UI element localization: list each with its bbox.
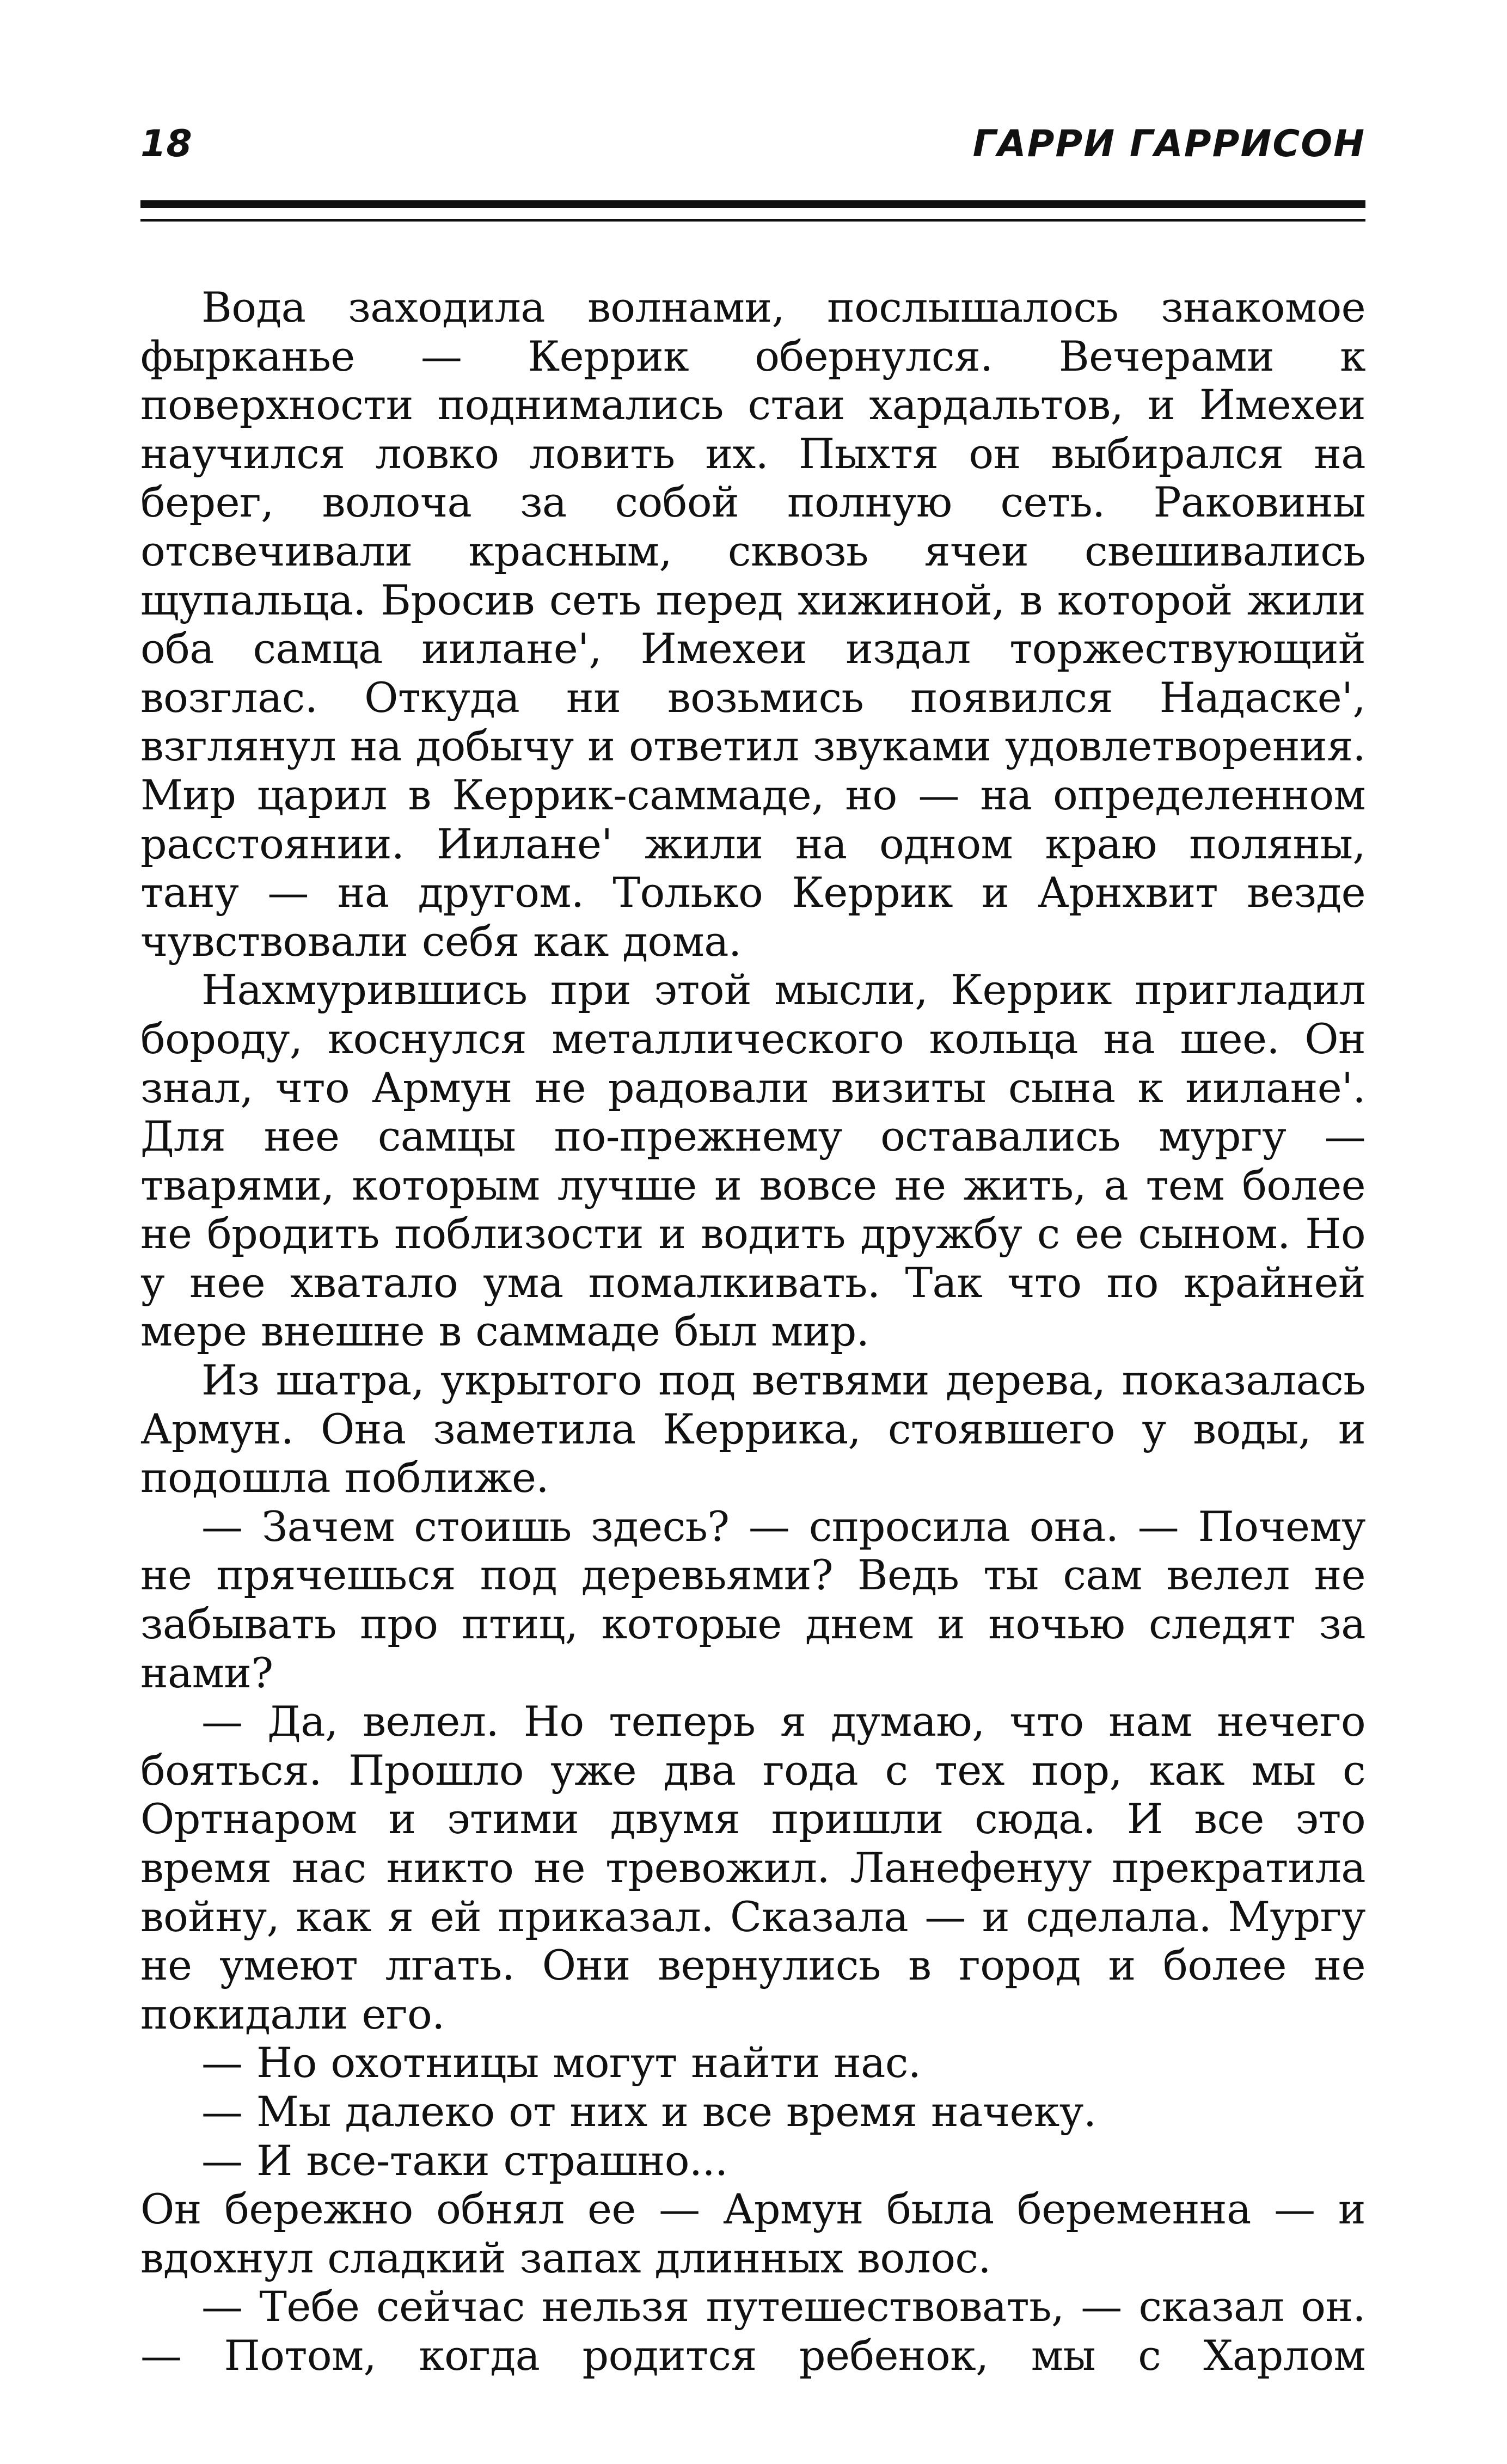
- paragraph-1: Вода заходила волнами, послышалось знакомое фырканье — Керрик обернулся. Вечерами к поверхности поднимались стаи хардальтов, и Имехеи научился ловко ловить их. Пыхтя он выбирался на берег, волоча за собой полную сеть. Раковины отсвечивали красным, сквозь ячеи свешивались щупальца. Бросив сеть перед хижиной, в которой жили оба самца иилане', Имехеи издал торжествующий возглас. Откуда ни возьмись появился Надаске', взглянул на добычу и ответил звуками удовлетворения. Мир царил в Керрик-саммаде, но — на определенном расстоянии. Иилане' жили на одном краю поляны, тану — на другом. Только Керрик и Арнхвит везде чувствовали себя как дома.: [140, 283, 1365, 966]
- header-rule-thick: [140, 200, 1365, 208]
- page-header: [140, 112, 1365, 182]
- paragraph-3: Из шатра, укрытого под ветвями дерева, показалась Армун. Она заметила Керрика, стоявшего у воды, и подошла поближе.: [140, 1356, 1365, 1502]
- paragraph-5: — Да, велел. Но теперь я думаю, что нам нечего бояться. Прошло уже два года с тех пор, как мы с Ортнаром и этими двумя пришли сюда. И все это время нас никто не тревожил. Ланефенуу прекратила войну, как я ей приказал. Сказала — и сделала. Мургу не умеют лгать. Они вернулись в город и более не покидали его.: [140, 1697, 1365, 2038]
- page-number: 18: [140, 122, 192, 165]
- paragraph-4: — Зачем стоишь здесь? — спросила она. — Почему не прячешься под деревьями? Ведь ты сам велел не забывать про птиц, которые днем и ночью следят за нами?: [140, 1502, 1365, 1697]
- paragraph-6: — Но охотницы могут найти нас.: [201, 2038, 921, 2087]
- header-rule-thin: [140, 219, 1365, 222]
- paragraph-7: — Мы далеко от них и все время начеку.: [201, 2087, 1096, 2136]
- paragraph-10: — Тебе сейчас нельзя путешествовать, — сказал он. — Потом, когда родится ребенок, мы с Харлом: [140, 2282, 1365, 2380]
- running-head-author: ГАРРИ ГАРРИСОН: [972, 122, 1365, 165]
- body-text: [140, 283, 1365, 2380]
- paragraph-8: — И все-таки страшно...: [201, 2136, 728, 2185]
- paragraph-9: Он бережно обнял ее — Армун была беременна — и вдохнул сладкий запах длинных волос.: [140, 2185, 1365, 2282]
- paragraph-2: Нахмурившись при этой мысли, Керрик пригладил бороду, коснулся металлического кольца на шее. Он знал, что Армун не радовали визиты сына к иилане'. Для нее самцы по-прежнему оставались мургу — тварями, которым лучше и вовсе не жить, а тем более не бродить поблизости и водить дружбу с ее сыном. Но у нее хватало ума помалкивать. Так что по крайней мере внешне в саммаде был мир.: [140, 966, 1365, 1356]
